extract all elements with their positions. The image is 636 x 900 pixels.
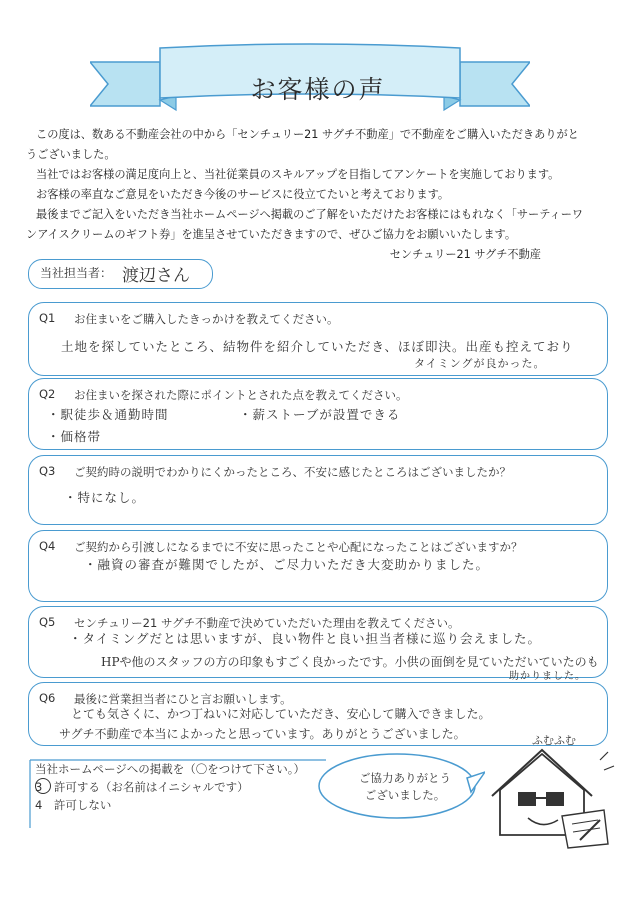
thanks-line: ご協力ありがとう (359, 771, 451, 785)
question-box-q2 (28, 378, 608, 450)
intro-text (26, 125, 616, 265)
question-number: Q5 (39, 615, 56, 629)
permission-deny: 4 許可しない (35, 798, 112, 812)
question-number: Q1 (39, 311, 56, 325)
staff-name-handwritten: 渡辺さん (122, 266, 190, 286)
question-number: Q2 (39, 387, 56, 401)
question-text: 最後に営業担当者にひと言お願いします。 (74, 692, 292, 706)
question-number: Q3 (39, 464, 56, 478)
intro-line: 最後までご記入をいただき当社ホームページへ掲載のご了解をいただけたお客様にはもれなく「サーティーワ (36, 208, 584, 221)
signer: センチュリー21 サグチ不動産 (389, 248, 541, 261)
thanks-message (345, 770, 465, 804)
answer-handwritten: ・駅徒歩＆通勤時間 (47, 407, 169, 422)
question-box-q3 (28, 455, 608, 525)
question-box-q6 (28, 682, 608, 746)
answer-handwritten: サグチ不動産で本当によかったと思っています。ありがとうございました。 (59, 727, 466, 741)
answer-handwritten: タイミングが良かった。 (414, 357, 546, 370)
intro-line: お客様の率直なご意見をいただき今後のサービスに役立てたいと考えております。 (36, 188, 450, 201)
answer-handwritten: ・特になし。 (64, 490, 146, 505)
intro-line: うございました。 (26, 148, 116, 161)
intro-line: ンアイスクリームのギフト券」を進呈させていただきますので、ぜひご協力をお願いいたします。 (26, 228, 517, 241)
intro-line: この度は、数ある不動産会社の中から「センチュリー21 サグチ不動産」で不動産をご購入いただきありがと (36, 128, 579, 141)
page-title: お客様の声 (250, 75, 386, 104)
answer-handwritten: ・価格帯 (47, 429, 102, 444)
permission-allow: 3 許可する（お名前はイニシャルです） (35, 780, 249, 794)
intro-line: 当社ではお客様の満足度向上と、当社従業員のスキルアップを目指してアンケートを実施しております。 (36, 168, 560, 181)
permission-section (35, 760, 305, 814)
answer-handwritten: 助かりました。 (509, 671, 586, 682)
question-text: センチュリー21 サグチ不動産で決めていただいた理由を教えてください。 (74, 616, 460, 630)
question-box-q4 (28, 530, 608, 602)
staff-label: 当社担当者： (40, 266, 113, 280)
question-text: ご契約時の説明でわかりにくかったところ、不安に感じたところはございましたか？ (74, 465, 511, 479)
mascot-caption: ふむふむ (532, 734, 576, 747)
question-box-q5 (28, 606, 608, 682)
question-text: お住まいを探された際にポイントとされた点を教えてください。 (74, 388, 408, 402)
answer-handwritten: ・薪ストーブが設置できる (239, 407, 401, 422)
house-mascot-icon (480, 740, 620, 850)
answer-handwritten: とても気さくに、かつ丁ねいに対応していただき、安心して購入できました。 (71, 707, 491, 721)
selection-circle (35, 778, 51, 794)
answer-handwritten: HPや他のスタッフの方の印象もすごく良かったです。小供の面倒を見ていただいていたのも (101, 655, 599, 669)
permission-heading: 当社ホームページへの掲載を（〇をつけて下さい。） (35, 762, 306, 776)
question-number: Q6 (39, 691, 56, 705)
answer-handwritten: ・融資の審査が難関でしたが、ご尽力いただき大変助かりました。 (84, 557, 490, 572)
question-text: ご契約から引渡しになるまでに不安に思ったことや心配になったことはございますか？ (74, 540, 523, 554)
thanks-line: ございました。 (364, 788, 446, 802)
answer-handwritten: 土地を探していたところ、結物件を紹介していただき、ほぼ即決。出産も控えており (61, 339, 574, 354)
question-number: Q4 (39, 539, 56, 553)
question-box-q1 (28, 302, 608, 376)
answer-handwritten: ・タイミングだとは思いますが、良い物件と良い担当者様に巡り会えました。 (69, 631, 542, 646)
question-text: お住まいをご購入したきっかけを教えてください。 (74, 312, 339, 326)
